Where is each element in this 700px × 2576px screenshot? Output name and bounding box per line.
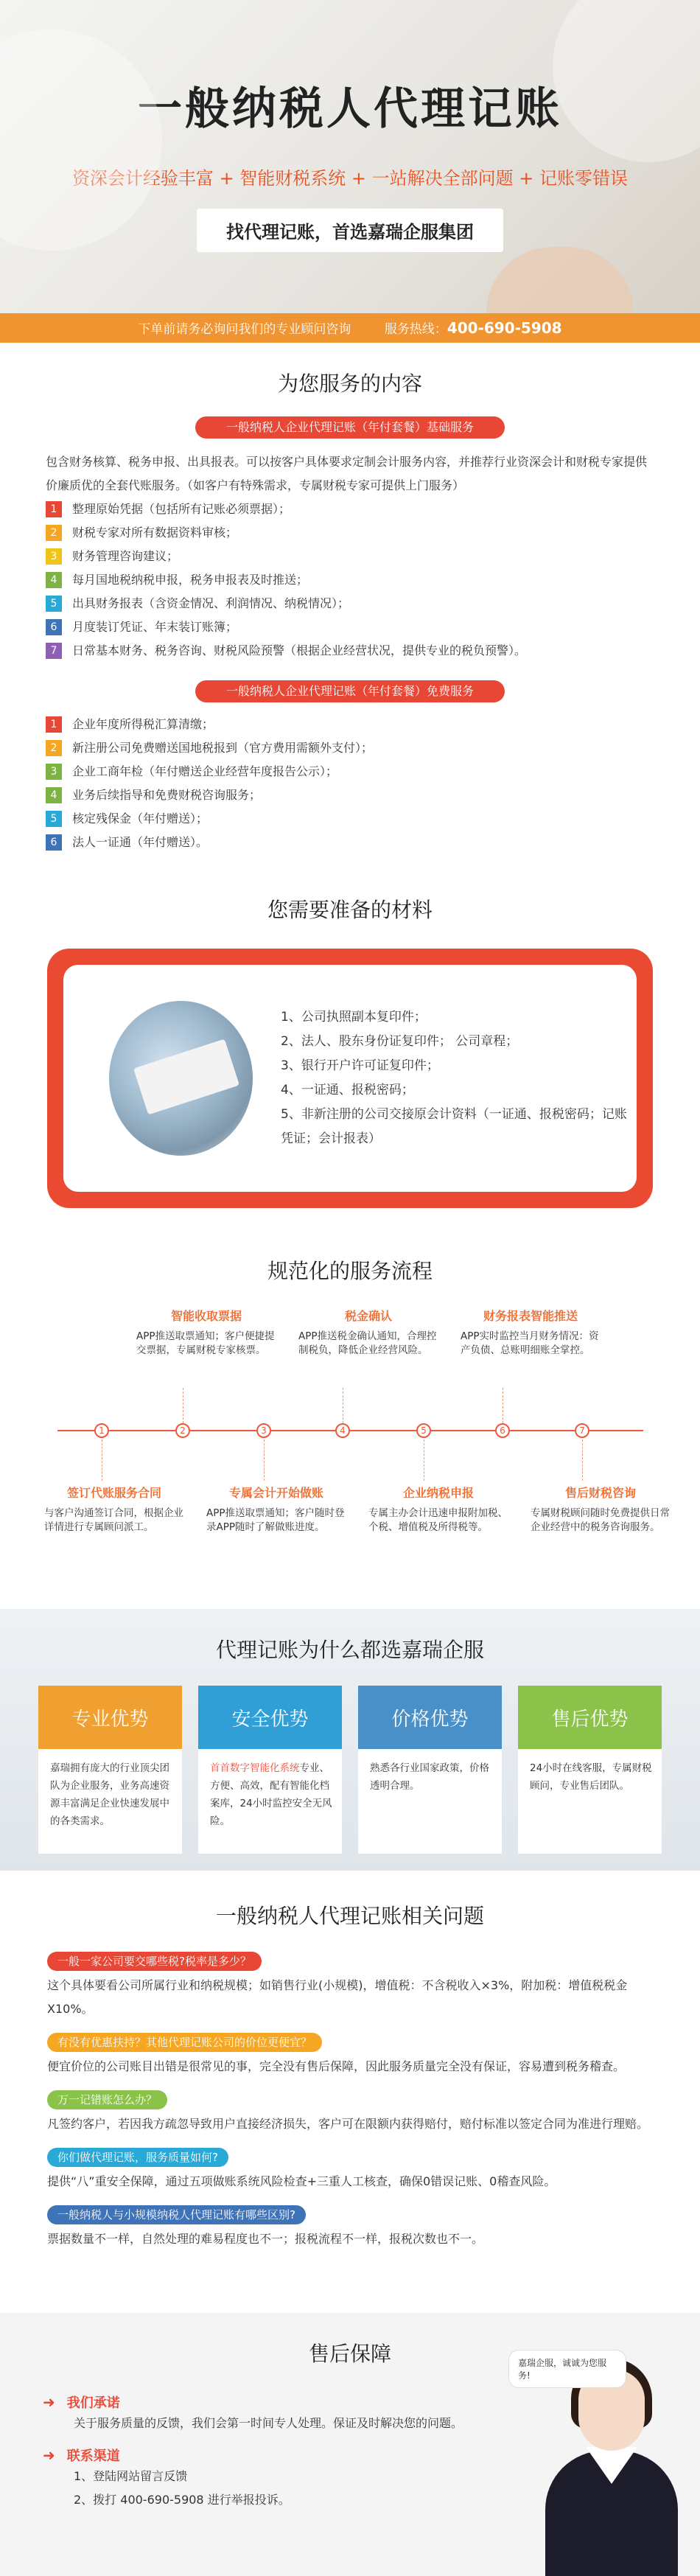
list-item (46, 783, 700, 807)
number-badge: 5 (46, 596, 62, 612)
advantage-card-head: 专业优势 (38, 1686, 182, 1749)
hero-subtitle: 资深会计经验丰富 + 智能财税系统 + 一站解决全部问题 + 记账零错误 (71, 168, 629, 189)
list-item-text: 整理原始凭据（包括所有记账必须票据）； (72, 502, 291, 516)
advantage-card (358, 1686, 502, 1854)
free-services-pill: 一般纳税人企业代理记账（年付套餐）免费服务 (195, 680, 505, 702)
promise-title: 我们承诺 (66, 2395, 120, 2411)
list-item-text: 核定残保金（年付赠送）； (72, 811, 209, 825)
free-services-list (0, 713, 700, 854)
advantage-card-head: 安全优势 (198, 1686, 342, 1749)
aftersales-section (0, 2313, 700, 2576)
faq-answer: 这个具体要看公司所属行业和纳税规模；如销售行业(小规模)，增值税：不含税收入×3%，附加税：增值税税金X10%。 (47, 1978, 628, 2016)
advantage-card-head: 售后优势 (518, 1686, 662, 1749)
list-item (46, 713, 700, 736)
services-intro: 包含财务核算、税务申报、出具报表。可以按客户具体要求定制会计服务内容，并推荐行业资深会计和财税专家提供价廉质优的全套代账服务。（如客户有特殊需求，专属财税专家可提供上门服务） (46, 455, 648, 492)
why-title: 代理记账为什么都选嘉瑞企服 (215, 1638, 484, 1662)
number-badge: 4 (46, 787, 62, 803)
number-badge: 4 (46, 572, 62, 588)
hotline-phone[interactable]: 400-690-5908 (447, 319, 562, 337)
number-badge: 2 (46, 740, 62, 756)
list-item (46, 592, 700, 615)
process-step-desc: APP实时监控当月财务情况：资产负债、总账明细账全掌控。 (461, 1330, 599, 1356)
process-flow (0, 1285, 700, 1609)
hero-title: 一般纳税人代理记账 (138, 83, 562, 135)
process-step-title: 签订代账服务合同 (66, 1486, 161, 1500)
number-badge: 2 (46, 525, 62, 541)
material-item: 2、法人、股东身份证复印件； 公司章程； (281, 1034, 519, 1049)
advantage-card-head: 价格优势 (358, 1686, 502, 1749)
services-section (0, 343, 700, 854)
faq-question[interactable]: 有没有优惠扶持？其他代理记账公司的价位更便宜？ (47, 2033, 322, 2052)
why-section (0, 1609, 700, 1871)
faq-answer: 便宜价位的公司账目出错是很常见的事，完全没有售后保障，因此服务质量完全没有保证，容易遭到税务稽查。 (47, 2059, 626, 2073)
process-step-desc: 专属财税顾问随时免费提供日常企业经营中的税务咨询服务。 (531, 1507, 670, 1533)
business-license-image (109, 1001, 253, 1156)
material-item: 4、一证通、报税密码； (281, 1083, 414, 1097)
process-step (298, 1307, 438, 1358)
list-item-text: 财税专家对所有数据资料审核； (72, 526, 238, 540)
material-item: 1、公司执照副本复印件； (281, 1010, 427, 1025)
step-number: 3 (256, 1423, 271, 1438)
materials-box (47, 949, 653, 1208)
highlight-text: 首首数字智能化系统 (210, 1762, 300, 1774)
faq-answer: 票据数量不一样，自然处理的难易程度也不一；报税流程不一样，报税次数也不一。 (47, 2232, 484, 2246)
step-number: 1 (94, 1423, 109, 1438)
faq-question[interactable]: 一般一家公司要交哪些税?税率是多少？ (47, 1952, 262, 1971)
number-badge: 1 (46, 501, 62, 517)
list-item-text: 日常基本财务、税务咨询、财税风险预警（根据企业经营状况，提供专业的税负预警）。 (72, 643, 527, 657)
hero-slogan: 找代理记账，首选嘉瑞企服集团 (197, 209, 503, 252)
number-badge: 5 (46, 811, 62, 827)
faq-section (0, 1871, 700, 2313)
faq-item (0, 1952, 700, 2033)
number-badge: 6 (46, 619, 62, 635)
connector-line (264, 1439, 265, 1481)
contact-title: 联系渠道 (66, 2448, 120, 2464)
number-badge: 3 (46, 764, 62, 780)
list-item (46, 639, 700, 663)
list-item (46, 615, 700, 639)
faq-question[interactable]: 你们做代理记账，服务质量如何? (47, 2148, 228, 2167)
number-badge: 6 (46, 834, 62, 851)
list-item-text: 企业年度所得税汇算清缴； (72, 717, 214, 731)
process-step-desc: 专属主办会计迅速申报附加税、个税、增值税及所得税等。 (368, 1507, 508, 1533)
list-item (46, 521, 700, 545)
advantage-card (198, 1686, 342, 1854)
basic-services-pill: 一般纳税人企业代理记账（年付套餐）基础服务 (195, 416, 505, 439)
list-item (46, 568, 700, 592)
number-badge: 1 (46, 716, 62, 733)
process-step-title: 智能收取票据 (170, 1309, 242, 1323)
basic-services-list (0, 498, 700, 663)
faq-answer: 提供“八”重安全保障，通过五项做账系统风险检查+三重人工核查，确保0错误记账、0稽查风险。 (47, 2174, 556, 2188)
materials-title: 您需要准备的材料 (267, 898, 433, 922)
connector-line (582, 1439, 583, 1481)
step-number: 7 (575, 1423, 589, 1438)
material-item: 5、非新注册的公司交接原会计资料（一证通、报税密码；记账凭证；会计报表） (281, 1107, 627, 1146)
process-step (368, 1484, 508, 1535)
advantage-cards (0, 1686, 700, 1854)
advantage-card-text: 嘉瑞拥有庞大的行业顶尖团队为企业服务，业务高速资源丰富满足企业快速发展中的各类需求。 (50, 1762, 169, 1827)
process-step-title: 售后财税咨询 (564, 1486, 636, 1500)
list-item-text: 出具财务报表（含资金情况、利润情况、纳税情况）； (72, 596, 350, 610)
number-badge: 7 (46, 643, 62, 659)
material-item: 3、银行开户许可证复印件； (281, 1058, 439, 1073)
arrow-icon: ➜ (43, 2393, 55, 2411)
process-step (136, 1307, 276, 1358)
faq-title: 一般纳税人代理记账相关问题 (215, 1904, 484, 1928)
process-step (461, 1307, 601, 1358)
hotline-notice: 下单前请务必询问我们的专业顾问咨询 (138, 322, 351, 337)
process-step-title: 财务报表智能推送 (483, 1309, 578, 1323)
contact-item: 1、登陆网站留言反馈 (74, 2469, 188, 2483)
number-badge: 3 (46, 548, 62, 565)
list-item-text: 每月国地税纳税申报，税务申报表及时推送； (72, 573, 309, 587)
advantage-card (38, 1686, 182, 1854)
advantage-card-text: 24小时在线客服，专属财税顾问，专业售后团队。 (530, 1762, 652, 1792)
list-item (46, 760, 700, 783)
faq-list (0, 1952, 700, 2263)
process-step-title: 企业纳税申报 (402, 1486, 474, 1500)
step-number: 5 (416, 1423, 431, 1438)
list-item (46, 498, 700, 521)
step-number: 6 (495, 1423, 510, 1438)
process-step-title: 税金确认 (344, 1309, 392, 1323)
advantage-card-text: 熟悉各行业国家政策，价格透明合理。 (370, 1762, 489, 1792)
process-step (531, 1484, 671, 1535)
list-item (46, 736, 700, 760)
faq-question[interactable]: 万一记错账怎么办？ (47, 2090, 167, 2109)
hand-illustration (486, 247, 634, 313)
list-item-text: 业务后续指导和免费财税咨询服务； (72, 788, 262, 802)
list-item (46, 545, 700, 568)
list-item (46, 807, 700, 831)
process-step-desc: APP推送取票通知；客户随时登录APP随时了解做账进度。 (206, 1507, 345, 1533)
faq-item (0, 2205, 700, 2263)
promise-text: 关于服务质量的反馈，我们会第一时间专人处理。保证及时解决您的问题。 (74, 2416, 463, 2430)
list-item-text: 财务管理咨询建议； (72, 549, 179, 563)
list-item-text: 法人一证通（年付赠送）。 (72, 835, 209, 849)
advantage-card-text: 首首数字智能化系统专业、方便、高效，配有智能化档案库，24小时监控安全无风险。 (210, 1762, 332, 1827)
hero-banner (0, 0, 700, 313)
advantage-card (518, 1686, 662, 1854)
faq-item (0, 2148, 700, 2205)
materials-section (0, 854, 700, 1208)
hotline-bar (0, 313, 700, 343)
arrow-icon: ➜ (43, 2446, 55, 2464)
hotline-label: 服务热线： (384, 322, 447, 337)
list-item-text: 新注册公司免费赠送国地税报到（官方费用需额外支付）； (72, 741, 374, 755)
process-step-desc: APP推送税金确认通知，合理控制税负，降低企业经营风险。 (298, 1330, 437, 1356)
process-step (206, 1484, 346, 1535)
process-step-title: 专属会计开始做账 (228, 1486, 323, 1500)
faq-question[interactable]: 一般纳税人与小规模纳税人代理记账有哪些区别? (47, 2205, 306, 2224)
services-title: 为您服务的内容 (277, 371, 422, 396)
faq-item (0, 2033, 700, 2090)
hero-decoration (553, 0, 700, 162)
materials-list (281, 1005, 637, 1151)
faq-answer: 凡签约客户，若因我方疏忽导致用户直接经济损失，客户可在限额内获得赔付，赔付标准以签定合同为准进行理赔。 (47, 2117, 649, 2131)
faq-item (0, 2090, 700, 2148)
process-step-desc: APP推送取票通知；客户便捷提交票据，专属财税专家核票。 (136, 1330, 275, 1356)
step-number: 2 (175, 1423, 190, 1438)
list-item (46, 831, 700, 854)
step-number: 4 (335, 1423, 350, 1438)
list-item-text: 月度装订凭证、年末装订账簿； (72, 620, 238, 634)
service-speech-bubble: 嘉瑞企服，诚诚为您服务! (508, 2350, 626, 2388)
process-title: 规范化的服务流程 (267, 1259, 433, 1283)
process-step-desc: 与客户沟通签订合同，根据企业详情进行专属顾问派工。 (44, 1507, 183, 1533)
customer-service-avatar (542, 2355, 682, 2576)
contact-item: 2、拨打 400-690-5908 进行举报投诉。 (74, 2493, 290, 2507)
process-line (57, 1430, 643, 1431)
process-section (0, 1208, 700, 1609)
process-step (44, 1484, 184, 1535)
aftersales-title: 售后保障 (308, 2342, 391, 2366)
materials-inner (63, 965, 637, 1192)
list-item-text: 企业工商年检（年付赠送企业经营年度报告公示）； (72, 764, 338, 778)
